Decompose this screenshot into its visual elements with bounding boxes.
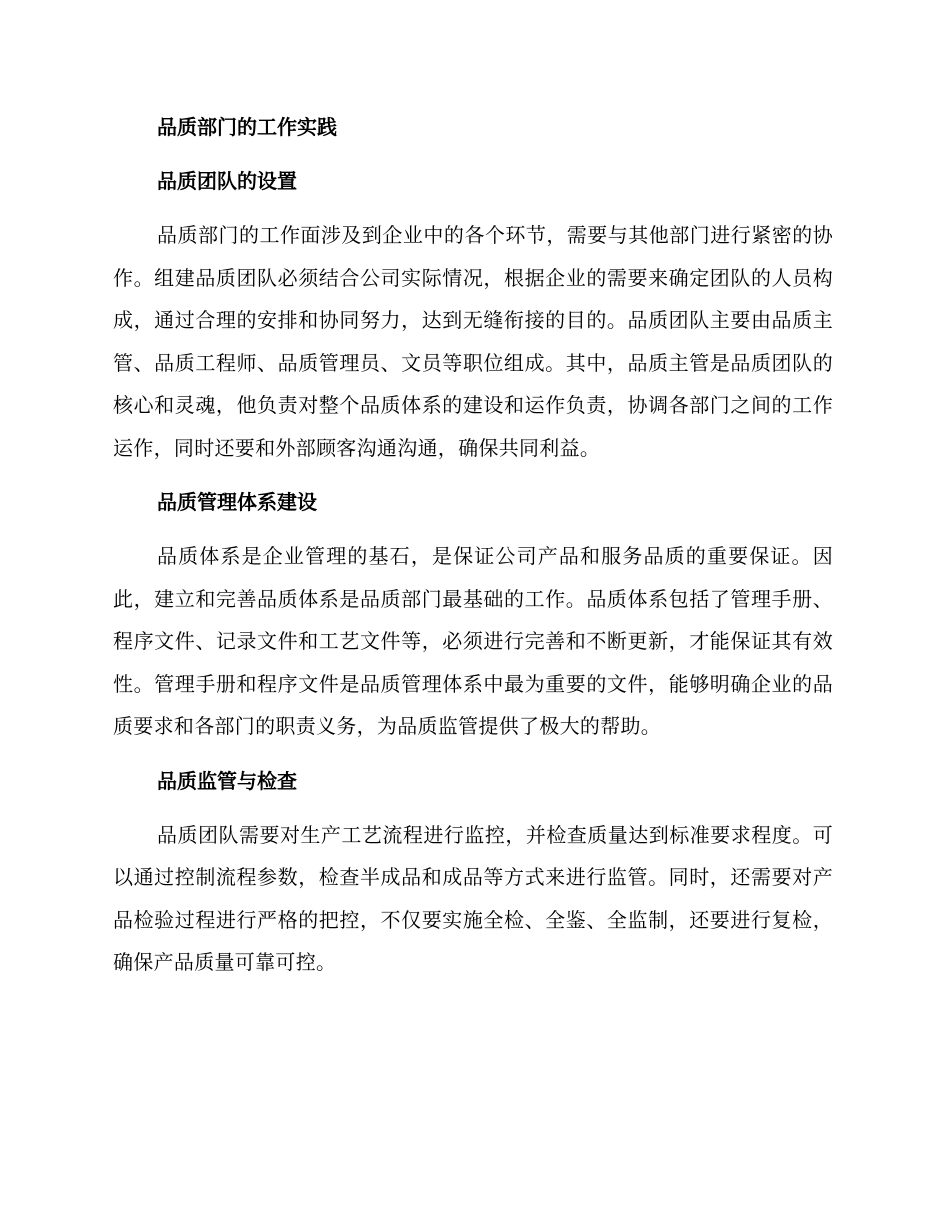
section-paragraph-supervision: 品质团队需要对生产工艺流程进行监控，并检查质量达到标准要求程度。可以通过控制流程参数，检查半成品和成品等方式来进行监管。同时，还需要对产品检验过程进行严格的把控，不仅要实施全检、全鉴、全监制，还要进行复检，确保产品质量可靠可控。: [113, 822, 833, 974]
section-heading-team-setup: 品质团队的设置: [157, 169, 297, 193]
section-heading-supervision: 品质监管与检查: [157, 768, 297, 793]
document-title: 品质部门的工作实践: [157, 115, 337, 139]
section-heading-quality-system: 品质管理体系建设: [157, 490, 317, 514]
section-paragraph-quality-system: 品质体系是企业管理的基石，是保证公司产品和服务品质的重要保证。因此，建立和完善品质体系是品质部门最基础的工作。品质体系包括了管理手册、程序文件、记录文件和工艺文件等，必须进行完善和不断更新，才能保证其有效性。管理手册和程序文件是品质管理体系中最为重要的文件，能够明确企业的品质要求和各部门的职责义务，为品质监管提供了极大的帮助。: [113, 544, 833, 738]
document-body: [113, 106, 833, 996]
section-paragraph-team-setup: 品质部门的工作面涉及到企业中的各个环节，需要与其他部门进行紧密的协作。组建品质团队必须结合公司实际情况，根据企业的需要来确定团队的人员构成，通过合理的安排和协同努力，达到无缝衔接的目的。品质团队主要由品质主管、品质工程师、品质管理员、文员等职位组成。其中，品质主管是品质团队的核心和灵魂，他负责对整个品质体系的建设和运作负责，协调各部门之间的工作运作，同时还要和外部顾客沟通沟通，确保共同利益。: [113, 223, 833, 460]
